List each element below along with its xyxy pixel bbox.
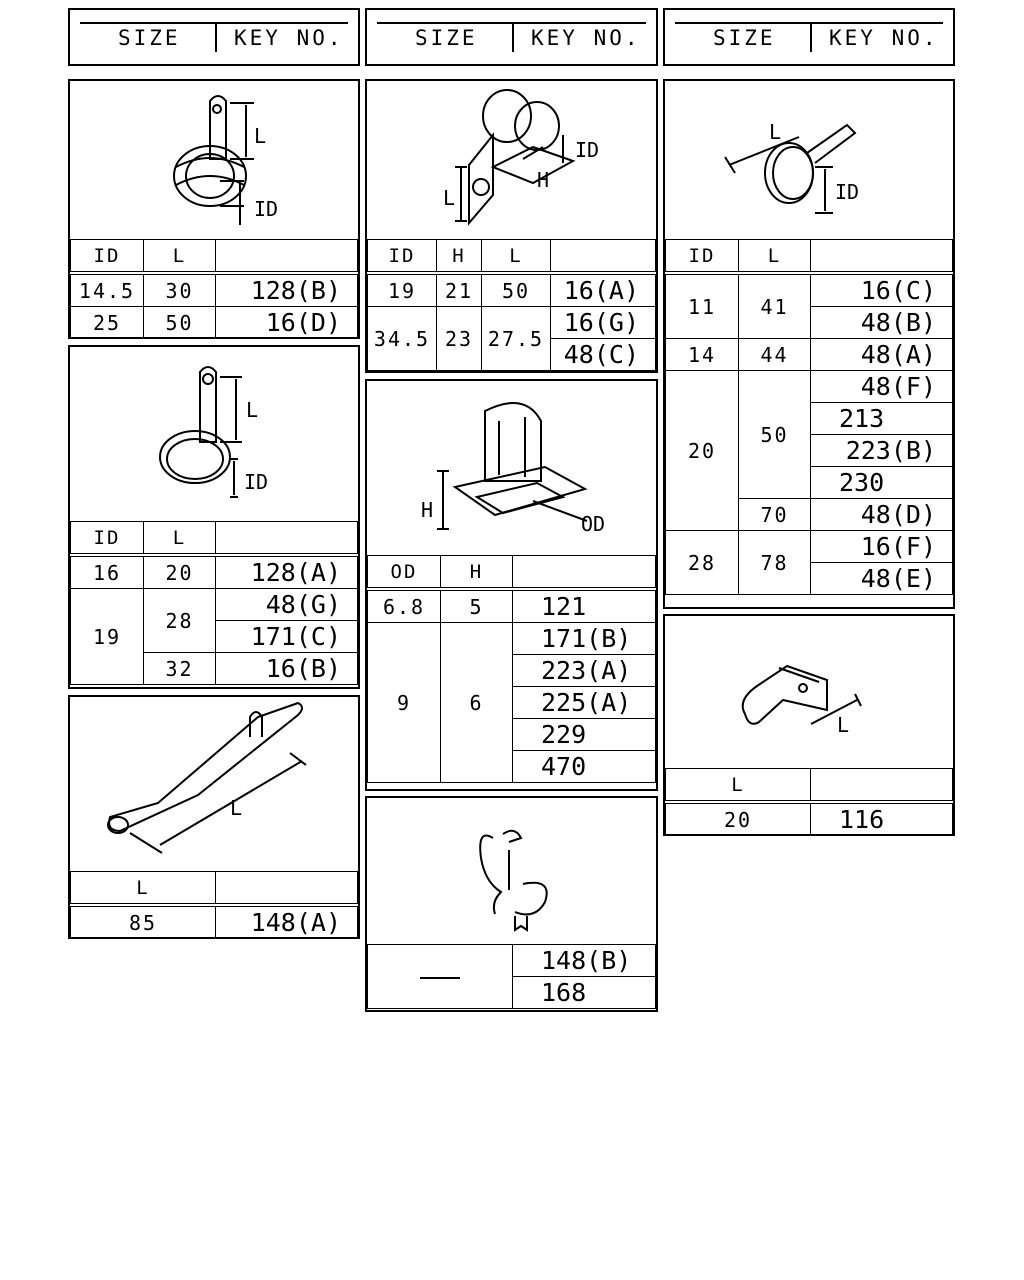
strap-clamp-drawing — [70, 347, 358, 522]
key-no: 16(G) — [551, 307, 656, 339]
part-hose-clamp-tab — [68, 79, 360, 339]
dim-l-label: L — [837, 713, 850, 737]
col-key — [551, 240, 656, 274]
key-no: 48(D) — [811, 499, 953, 531]
table-row: 20 116 — [666, 802, 953, 836]
key-no: 48(E) — [811, 563, 953, 595]
column-header-1 — [68, 8, 360, 66]
col-od: OD — [368, 556, 441, 590]
key-no: 229 — [513, 719, 656, 751]
col-l: L — [144, 240, 216, 274]
col-l: L — [144, 522, 216, 556]
table-row: 14 44 48(A) — [666, 339, 953, 371]
hose-clamp-drawing — [70, 81, 358, 239]
table-row: 9 6 171(B) — [368, 623, 656, 655]
double-clamp-drawing — [367, 81, 656, 239]
key-no: 148(B) — [513, 945, 656, 977]
key-no: 48(A) — [811, 339, 953, 371]
part-band-clip — [663, 79, 955, 609]
part-strap-clamp — [68, 345, 360, 689]
key-no-header: KEY NO. — [531, 26, 641, 50]
key-no: 470 — [513, 751, 656, 783]
dim-id-label: ID — [254, 197, 279, 221]
push-clip-drawing — [367, 381, 656, 556]
dim-od-label: OD — [581, 512, 606, 536]
dim-l-label: L — [254, 124, 267, 148]
band-strap-drawing — [70, 697, 358, 872]
key-no: 225(A) — [513, 687, 656, 719]
size-table — [70, 521, 358, 685]
key-no: 230 — [811, 467, 953, 499]
key-no: 48(B) — [811, 307, 953, 339]
col-h: H — [437, 240, 482, 274]
table-row — [368, 945, 656, 977]
size-table — [70, 871, 358, 939]
dim-id-label: ID — [835, 180, 860, 204]
col-id: ID — [666, 240, 739, 274]
size-header: SIZE — [415, 26, 478, 50]
col-id: ID — [71, 522, 144, 556]
col-key — [216, 240, 358, 274]
col-key — [811, 769, 953, 803]
column-header-2 — [365, 8, 658, 66]
table-row: 32 16(B) — [71, 653, 358, 685]
band-clip-drawing — [665, 81, 953, 239]
col-h: H — [441, 556, 513, 590]
col-key — [216, 522, 358, 556]
key-no: 16(F) — [811, 531, 953, 563]
key-no: 171(C) — [216, 621, 358, 653]
column-header-3 — [663, 8, 955, 66]
size-table — [70, 239, 358, 339]
part-double-clamp — [365, 79, 658, 373]
table-row: 28 78 16(F) — [666, 531, 953, 563]
size-dash-mark — [420, 977, 460, 979]
col-key — [811, 240, 953, 274]
col-l: L — [71, 872, 216, 906]
key-no: 16(A) — [551, 273, 656, 307]
table-row: 85 148(A) — [71, 905, 358, 939]
dim-id-label: ID — [244, 470, 269, 494]
part-band-strap — [68, 695, 360, 939]
key-no: 16(B) — [216, 653, 358, 685]
size-table — [665, 768, 953, 836]
dim-l-label: L — [769, 120, 782, 144]
size-table — [367, 555, 656, 783]
table-row: 25 50 16(D) — [71, 307, 358, 339]
key-no: 48(C) — [551, 339, 656, 371]
dim-id-label: ID — [575, 138, 600, 162]
col-id: ID — [368, 240, 437, 274]
col-id: ID — [71, 240, 144, 274]
table-row: 14.5 30 128(B) — [71, 273, 358, 307]
part-hook-clip — [365, 796, 658, 1012]
table-row: 70 48(D) — [666, 499, 953, 531]
size-header: SIZE — [118, 26, 181, 50]
col-key — [216, 872, 358, 906]
key-no-header: KEY NO. — [234, 26, 344, 50]
key-no: 171(B) — [513, 623, 656, 655]
dim-l-label: L — [443, 186, 456, 210]
key-no: 223(B) — [811, 435, 953, 467]
table-row: 11 41 16(C) — [666, 273, 953, 307]
key-no: 168 — [513, 977, 656, 1009]
col-key — [513, 556, 656, 590]
table-row: 34.5 23 27.5 16(G) — [368, 307, 656, 339]
spring-clip-drawing — [665, 616, 953, 768]
dim-h-label: H — [421, 498, 434, 522]
table-row: 19 21 50 16(A) — [368, 273, 656, 307]
key-no: 48(F) — [811, 371, 953, 403]
dim-l-label: L — [246, 398, 259, 422]
size-table — [665, 239, 953, 595]
table-row: 6.8 5 121 — [368, 589, 656, 623]
key-no: 121 — [513, 589, 656, 623]
key-no: 116 — [811, 802, 953, 836]
key-no: 48(G) — [216, 589, 358, 621]
dim-h-label: H — [537, 168, 550, 192]
key-no: 16(C) — [811, 273, 953, 307]
size-table — [367, 944, 656, 1009]
col-l: L — [666, 769, 811, 803]
part-spring-clip — [663, 614, 955, 836]
col-l: L — [482, 240, 551, 274]
table-row: 20 50 48(F) — [666, 371, 953, 403]
col-l: L — [739, 240, 811, 274]
size-header: SIZE — [713, 26, 776, 50]
key-no: 148(A) — [216, 905, 358, 939]
size-table — [367, 239, 656, 371]
size-dash — [368, 945, 513, 1009]
key-no-header: KEY NO. — [829, 26, 939, 50]
key-no: 128(B) — [216, 273, 358, 307]
key-no: 16(D) — [216, 307, 358, 339]
table-row: 19 28 48(G) — [71, 589, 358, 621]
key-no: 213 — [811, 403, 953, 435]
hook-clip-drawing — [367, 798, 656, 946]
key-no: 128(A) — [216, 555, 358, 589]
key-no: 223(A) — [513, 655, 656, 687]
part-push-clip — [365, 379, 658, 791]
table-row: 16 20 128(A) — [71, 555, 358, 589]
dim-l-label: L — [230, 796, 243, 820]
